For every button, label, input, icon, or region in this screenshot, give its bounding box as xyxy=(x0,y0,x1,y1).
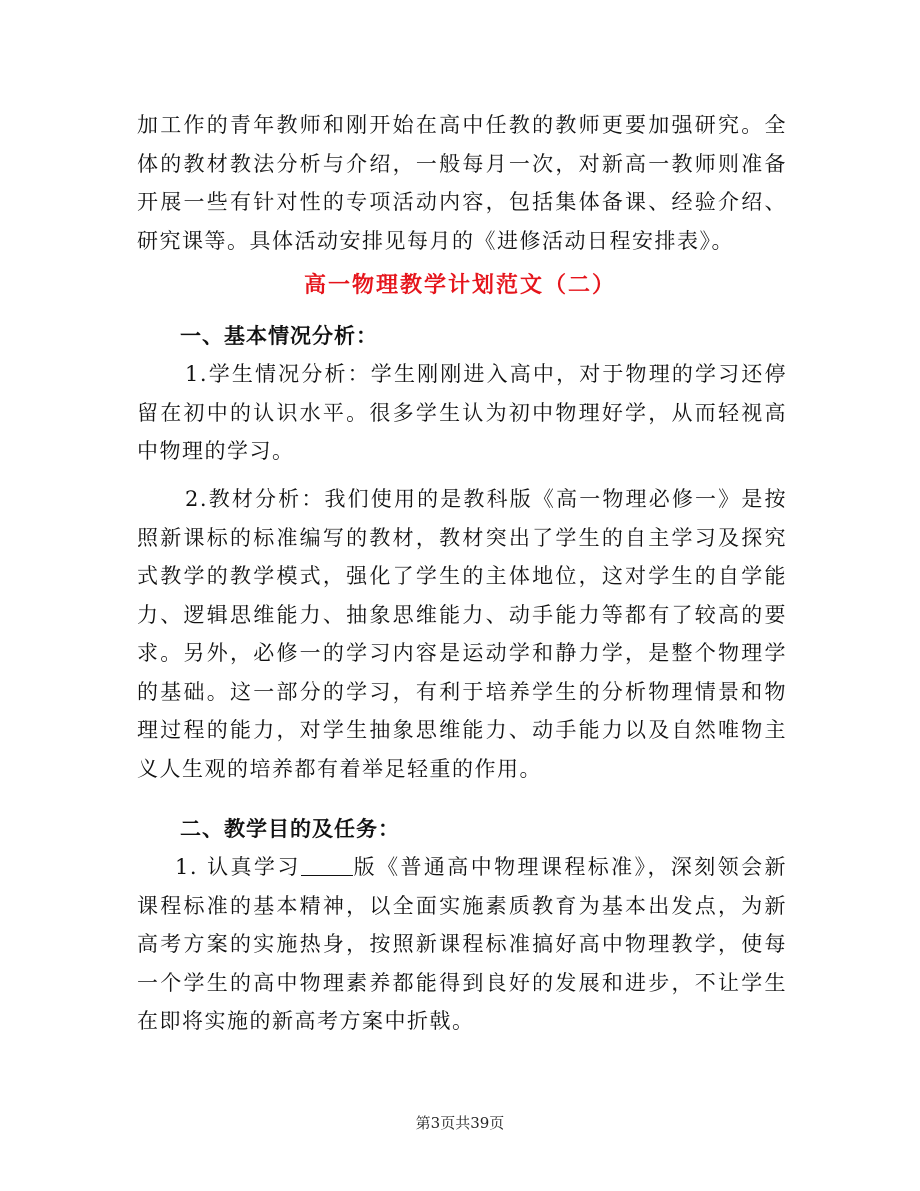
section2-paragraph-1-rest: 版《普通高中物理课程标准》，深刻领会新课程标准的基本精神，以全面实施素质教育为基本出发点，为新高考方案的实施热身，按照新课程标准搞好高中物理教学，使每一个学生的高中物理素养都能得到良好的发展和进步，不让学生在即将实施的新高考方案中折戟。 xyxy=(137,855,787,1033)
section1-paragraph-students: 1.学生情况分析：学生刚刚进入高中，对于物理的学习还停留在初中的认识水平。很多学生认为初中物理好学，从而轻视高中物理的学习。 xyxy=(137,362,787,463)
fill-in-blank xyxy=(301,857,353,876)
section2-paragraph-1 xyxy=(137,848,787,1041)
section2-heading: 二、教学目的及任务： xyxy=(180,816,400,841)
section1-paragraph-textbook: 2.教材分析：我们使用的是教科版《高一物理必修一》是按照新课标的标准编写的教材，教材突出了学生的自主学习及探究式教学的教学模式，强化了学生的主体地位，这对学生的自学能力、逻辑思维能力、抽象思维能力、动手能力等都有了较高的要求。另外，必修一的学习内容是运动学和静力学，是整个物理学的基础。这一部分的学习，有利于培养学生的分析物理情景和物理过程的能力，对学生抽象思维能力、动手能力以及自然唯物主义人生观的培养都有着举足轻重的作用。 xyxy=(137,487,787,781)
section2-paragraph-1-start: 1. 认真学习 xyxy=(175,855,301,879)
section1-heading: 一、基本情况分析： xyxy=(180,323,378,348)
page-number-footer: 第3页共39页 xyxy=(415,1114,505,1132)
document-title: 高一物理教学计划范文（二） xyxy=(303,272,616,298)
intro-paragraph: 加工作的青年教师和刚开始在高中任教的教师更要加强研究。全体的教材教法分析与介绍，一般每月一次，对新高一教师则准备开展一些有针对性的专项活动内容，包括集体备课、经验介绍、研究课等。具体活动安排见每月的《进修活动日程安排表》。 xyxy=(137,113,787,253)
